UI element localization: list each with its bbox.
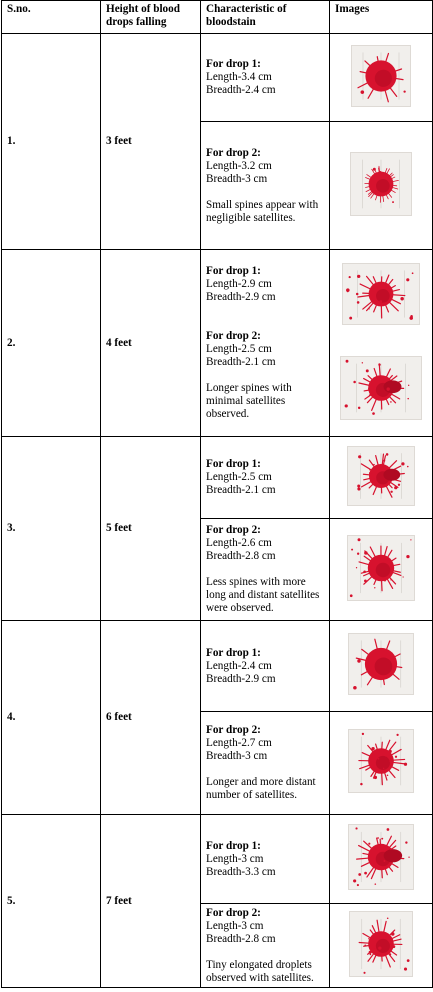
drop-label: For drop 1: [206,265,261,277]
drop-breadth: Breadth-2.1 cm [206,484,276,496]
drop-label: For drop 1: [206,839,261,852]
row-sno: 5. [2,815,101,988]
row-height: 6 feet [101,621,201,815]
bloodstain-photo [347,446,415,506]
drop-breadth: Breadth-2.1 cm [206,356,276,368]
drop-cell [201,904,330,988]
drop-note: Less spines with more long and distant satellites were observed. [206,576,320,614]
header-images: Images [330,1,433,34]
drop-length: Length-3 cm [206,919,264,932]
drop-label: For drop 1: [206,646,261,659]
image-cell [330,34,433,122]
image-cell [330,122,433,250]
drop-label: For drop 2: [206,146,261,159]
table-row [2,621,433,712]
drop-length: Length-3 cm [206,852,264,865]
bloodstain-photo [342,263,420,325]
drop-length: Length-2.6 cm [206,537,272,549]
drop-length: Length-2.5 cm [206,343,272,355]
row-height: 7 feet [101,815,201,988]
image-cell [330,250,433,437]
drop-length: Length-3.2 cm [206,159,272,172]
drop-label: For drop 1: [206,458,261,470]
row-sno: 3. [2,437,101,621]
image-cell [330,437,433,519]
row-height: 4 feet [101,250,201,437]
drop-breadth: Breadth-2.9 cm [206,672,276,685]
drop-label: For drop 1: [206,58,261,70]
drop-breadth: Breadth-3.3 cm [206,865,276,878]
bloodstain-photo [348,729,414,793]
header-sno: S.no. [2,1,101,34]
drop-length: Length-2.5 cm [206,471,272,483]
image-cell [330,621,433,712]
bloodstain-photo [349,911,413,977]
image-cell [330,712,433,815]
drop-breadth: Breadth-2.4 cm [206,84,276,96]
bloodstain-table [1,0,433,988]
table-row [2,815,433,904]
row-sno: 2. [2,250,101,437]
row-sno: 4. [2,621,101,815]
drop-length: Length-3.4 cm [206,71,272,83]
drop-note: Longer and more distant number of satellites. [206,776,316,801]
drop-cell [201,250,330,437]
image-cell [330,904,433,988]
drop-breadth: Breadth-2.8 cm [206,550,276,562]
drop-breadth: Breadth-2.9 cm [206,291,276,303]
drop-breadth: Breadth-3 cm [206,750,268,762]
bloodstain-photo [347,535,415,601]
drop-breadth: Breadth-3 cm [206,172,268,185]
bloodstain-photo [351,45,411,107]
drop-cell [201,437,330,519]
drop-cell [201,712,330,815]
table-row [2,34,433,122]
drop-note: Longer spines with minimal satellites observed. [206,382,292,420]
drop-label: For drop 2: [206,906,261,919]
table-row [2,437,433,519]
drop-breadth: Breadth-2.8 cm [206,932,276,945]
bloodstain-photo [348,633,414,695]
row-height: 5 feet [101,437,201,621]
drop-note: Tiny elongated droplets observed with satellites. [206,958,314,984]
drop-cell [201,122,330,250]
header-height: Height of blood drops falling [101,1,201,34]
header-row [2,1,433,34]
drop-cell [201,621,330,712]
bloodstain-photo [340,356,422,420]
drop-cell [201,519,330,621]
drop-cell [201,815,330,904]
drop-label: For drop 2: [206,524,261,536]
bloodstain-photo [350,152,412,216]
table-row [2,250,433,437]
drop-note: Small spines appear with negligible satellites. [206,198,319,224]
drop-label: For drop 2: [206,724,261,736]
row-sno: 1. [2,34,101,250]
drop-label: For drop 2: [206,330,261,342]
bloodstain-photo [348,824,414,890]
image-cell [330,815,433,904]
drop-length: Length-2.4 cm [206,659,272,672]
drop-length: Length-2.7 cm [206,737,272,749]
header-characteristic: Characteristic of bloodstain [201,1,330,34]
row-height: 3 feet [101,34,201,250]
drop-cell [201,34,330,122]
image-cell [330,519,433,621]
drop-length: Length-2.9 cm [206,278,272,290]
